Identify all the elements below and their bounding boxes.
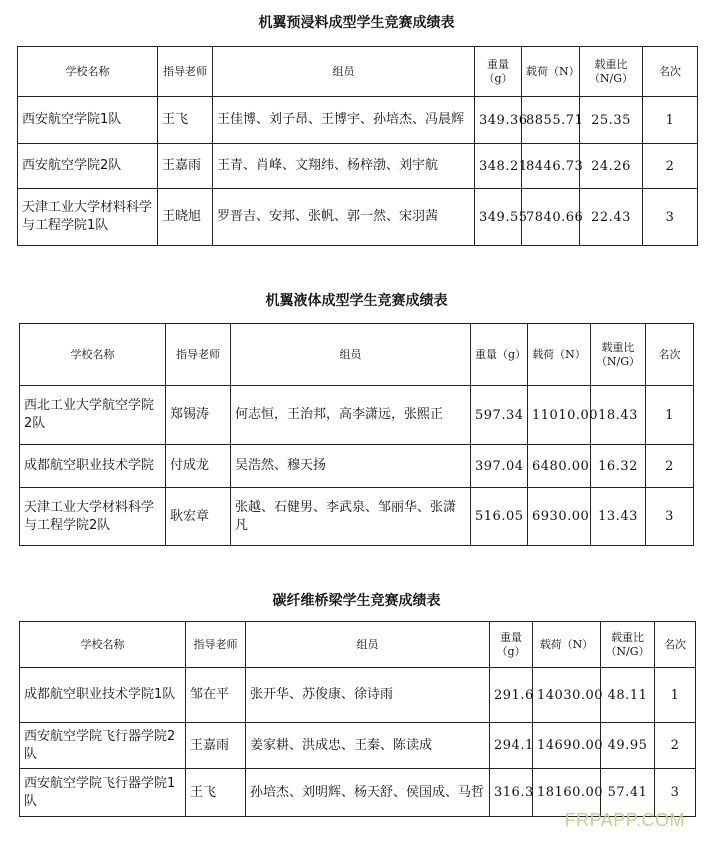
cell-members: 何志恒，王治邦，高李潇远，张熙正 — [231, 386, 471, 445]
cell-rank: 2 — [643, 144, 698, 189]
cell-ratio: 13.43 — [591, 488, 646, 546]
header-school: 学校名称 — [20, 622, 186, 668]
table-2 — [19, 323, 694, 546]
header-teacher: 指导老师 — [158, 47, 213, 97]
cell-school: 天津工业大学材料科学与工程学院2队 — [20, 488, 166, 546]
cell-school: 西安航空学院1队 — [18, 97, 158, 144]
header-members: 组员 — [246, 622, 490, 668]
table-header-row — [18, 47, 698, 97]
cell-teacher: 郑锡涛 — [166, 386, 231, 445]
table-header-row — [20, 324, 694, 386]
cell-members: 王佳博、刘子昂、王博宇、孙培杰、冯晨辉 — [213, 97, 475, 144]
cell-load: 8855.71 — [522, 97, 580, 144]
cell-ratio: 49.95 — [601, 723, 655, 769]
header-weight: 重量（g） — [471, 324, 528, 386]
table-row — [18, 144, 698, 189]
cell-load: 14030.00 — [533, 668, 601, 723]
cell-teacher: 付成龙 — [166, 445, 231, 488]
table-2-bottom-mask — [15, 548, 700, 551]
cell-school: 西安航空学院飞行器学院2队 — [20, 723, 186, 769]
cell-ratio: 22.43 — [580, 189, 643, 246]
cell-weight: 316.3 — [490, 769, 533, 817]
header-members: 组员 — [213, 47, 475, 97]
cell-weight: 294.1 — [490, 723, 533, 769]
cell-rank: 3 — [646, 488, 694, 546]
cell-load: 6930.00 — [528, 488, 591, 546]
table-header-row — [20, 622, 696, 668]
header-weight: 重量 （g） — [475, 47, 522, 97]
cell-weight: 349.55 — [475, 189, 522, 246]
cell-ratio: 18.43 — [591, 386, 646, 445]
table-2-title: 机翼液体成型学生竞赛成绩表 — [265, 293, 448, 309]
header-school: 学校名称 — [18, 47, 158, 97]
cell-members: 张开华、苏俊康、徐诗雨 — [246, 668, 490, 723]
cell-school: 成都航空职业技术学院 — [20, 445, 166, 488]
header-school: 学校名称 — [20, 324, 166, 386]
table-row — [18, 97, 698, 144]
table-3-title: 碳纤维桥梁学生竞赛成绩表 — [272, 593, 441, 609]
cell-weight: 516.05 — [471, 488, 528, 546]
cell-members: 王青、肖峰、文翔纬、杨梓渤、刘宇航 — [213, 144, 475, 189]
cell-teacher: 王嘉雨 — [158, 144, 213, 189]
cell-load: 6480.00 — [528, 445, 591, 488]
table-1-title: 机翼预浸料成型学生竞赛成绩表 — [258, 15, 455, 31]
cell-school: 天津工业大学材料科学与工程学院1队 — [18, 189, 158, 246]
header-teacher: 指导老师 — [166, 324, 231, 386]
cell-rank: 3 — [655, 769, 696, 817]
cell-teacher: 王飞 — [186, 769, 246, 817]
header-load: 载荷（N） — [533, 622, 601, 668]
table-row — [20, 386, 694, 445]
cell-load: 18160.00 — [533, 769, 601, 817]
header-weight: 重量 （g） — [490, 622, 533, 668]
header-rank: 名次 — [655, 622, 696, 668]
cell-weight: 348.21 — [475, 144, 522, 189]
cell-rank: 1 — [646, 386, 694, 445]
cell-rank: 1 — [643, 97, 698, 144]
cell-weight: 291.6 — [490, 668, 533, 723]
cell-teacher: 耿宏章 — [166, 488, 231, 546]
cell-weight: 397.04 — [471, 445, 528, 488]
site-watermark: FRPAPP.COM — [564, 810, 685, 830]
header-rank: 名次 — [643, 47, 698, 97]
header-ratio: 载重比 （N/G） — [580, 47, 643, 97]
cell-members: 姜家耕、洪成忠、王秦、陈读成 — [246, 723, 490, 769]
table-row — [20, 488, 694, 546]
table-row — [20, 723, 696, 769]
cell-ratio: 48.11 — [601, 668, 655, 723]
cell-school: 成都航空职业技术学院1队 — [20, 668, 186, 723]
header-teacher: 指导老师 — [186, 622, 246, 668]
cell-weight: 349.36 — [475, 97, 522, 144]
cell-teacher: 邹在平 — [186, 668, 246, 723]
table-row — [20, 445, 694, 488]
cell-ratio: 25.35 — [580, 97, 643, 144]
header-ratio: 载重比 （N/G） — [591, 324, 646, 386]
cell-rank: 2 — [655, 723, 696, 769]
table-3 — [19, 621, 696, 817]
cell-teacher: 王晓旭 — [158, 189, 213, 246]
cell-ratio: 24.26 — [580, 144, 643, 189]
table-1 — [17, 46, 698, 246]
table-row — [20, 668, 696, 723]
cell-weight: 597.34 — [471, 386, 528, 445]
cell-rank: 1 — [655, 668, 696, 723]
header-ratio: 载重比 （N/G） — [601, 622, 655, 668]
cell-ratio: 57.41 — [601, 769, 655, 817]
cell-school: 西北工业大学航空学院2队 — [20, 386, 166, 445]
cell-teacher: 王嘉雨 — [186, 723, 246, 769]
cell-teacher: 王飞 — [158, 97, 213, 144]
header-rank: 名次 — [646, 324, 694, 386]
header-load: 载荷（N） — [528, 324, 591, 386]
cell-members: 孙培杰、刘明辉、杨天舒、侯国成、马哲 — [246, 769, 490, 817]
header-load: 载荷（N） — [522, 47, 580, 97]
cell-load: 11010.00 — [528, 386, 591, 445]
cell-members: 吴浩然、穆天扬 — [231, 445, 471, 488]
cell-members: 张越、石健男、李武泉、邹丽华、张潇凡 — [231, 488, 471, 546]
cell-school: 西安航空学院飞行器学院1队 — [20, 769, 186, 817]
cell-members: 罗晋吉、安邦、张帆、郭一然、宋羽茜 — [213, 189, 475, 246]
cell-school: 西安航空学院2队 — [18, 144, 158, 189]
table-row — [18, 189, 698, 246]
cell-load: 8446.73 — [522, 144, 580, 189]
cell-rank: 3 — [643, 189, 698, 246]
cell-load: 14690.00 — [533, 723, 601, 769]
cell-ratio: 16.32 — [591, 445, 646, 488]
cell-load: 7840.66 — [522, 189, 580, 246]
cell-rank: 2 — [646, 445, 694, 488]
header-members: 组员 — [231, 324, 471, 386]
